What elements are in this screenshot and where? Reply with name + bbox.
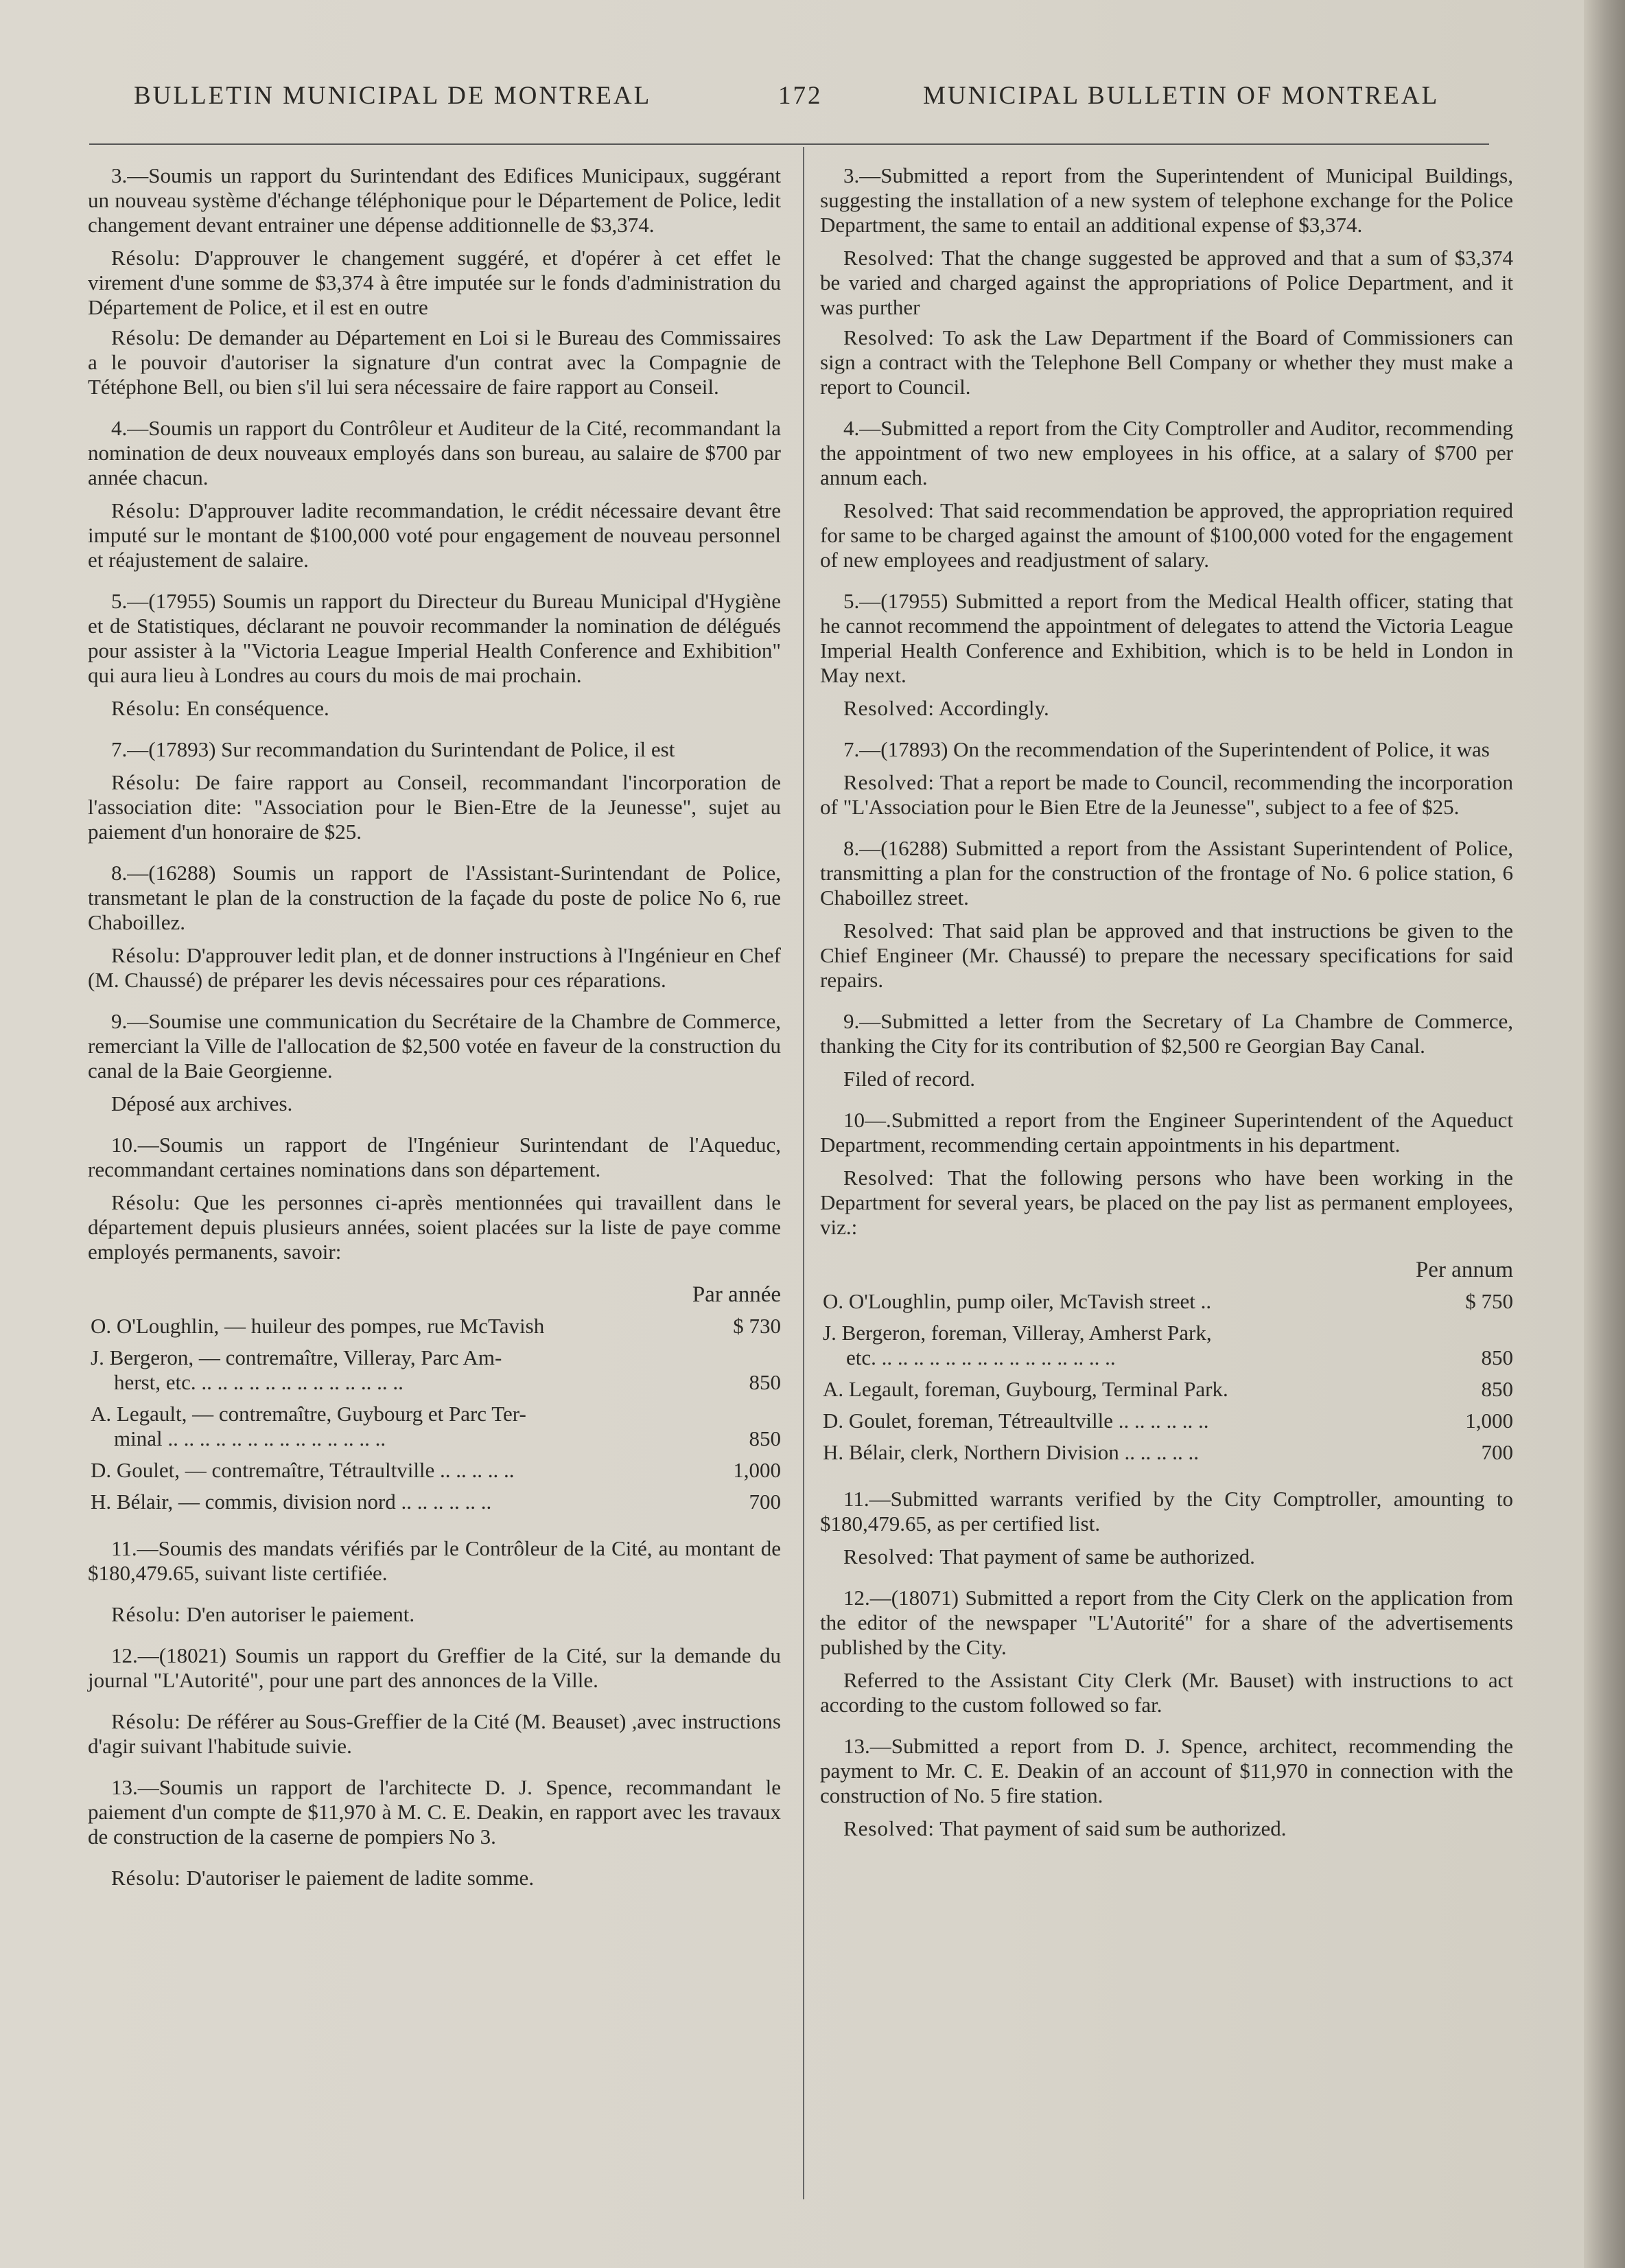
item-12-en: 12.—(18071) Submitted a report from the City Clerk on the application from the editor of the newspaper "L'Autorité" for a share of the advertisements published by the City. [820, 1586, 1513, 1659]
item-11-fr: 11.—Soumis des mandats vérifiés par le Contrôleur de la Cité, au montant de $180,479.65, suivant liste certifiée. [88, 1536, 781, 1585]
item-9-fr: 9.—Soumise une communication du Secrétaire de la Chambre de Commerce, remerciant la Ville de l'allocation de $2,500 votée en faveur de la construction du canal de la Baie Georgienne. [88, 1009, 781, 1083]
item-7-en: 7.—(17893) On the recommendation of the Superintendent of Police, it was [843, 737, 1490, 761]
item-3-resolution-2-fr: Résolu: De demander au Département en Loi si le Bureau des Commissaires a le pouvoir d'autoriser la signature d'un contrat avec la Compagnie de Tétéphone Bell, ou bien s'il lui sera nécessaire de faire rapport au Conseil. [88, 325, 782, 399]
table-row: H. Bélair, — commis, division nord .. .. .. .. .. .. 700 [91, 1490, 781, 1514]
item-7-resolution-fr: Résolu: De faire rapport au Conseil, recommandant l'incorporation de l'association dite: "Association pour le Bien-Etre de la Jeunesse", sujet au paiement d'un honoraire de $25. [88, 770, 782, 844]
item-13-fr: 13.—Soumis un rapport de l'architecte D. J. Spence, recommandant le paiement d'un compte de $11,970 à M. C. E. Deakin, en rapport avec les travaux de construction de la caserne de pompiers No 3. [88, 1775, 781, 1849]
item-9-resolution-fr: Déposé aux archives. [111, 1091, 293, 1115]
item-8-en: 8.—(16288) Submitted a report from the Assistant Superintendent of Police, transmitting a plan for the construction of the frontage of No. 6 police station, 6 Chaboillez street. [820, 836, 1513, 910]
french-column [88, 163, 781, 1896]
item-3-en: 3.—Submitted a report from the Superintendent of Municipal Buildings, suggesting the installation of a new system of telephone exchange for the Police Department, the same to entail an additional expense of $3,374. [820, 163, 1513, 237]
item-9-resolution-en: Filed of record. [843, 1067, 975, 1091]
table-row: A. Legault, foreman, Guybourg, Terminal Park. 850 [823, 1377, 1513, 1401]
item-10-fr: 10.—Soumis un rapport de l'Ingénieur Surintendant de l'Aqueduc, recommandant certaines nominations dans son département. [88, 1133, 781, 1181]
item-11-resolution-fr: Résolu: D'en autoriser le paiement. [111, 1602, 415, 1626]
item-13-en: 13.—Submitted a report from D. J. Spence, architect, recommending the payment to Mr. C. E. Deakin of an account of $11,970 in connection with the construction of No. 5 fire station. [820, 1734, 1513, 1807]
header-english-title: MUNICIPAL BULLETIN OF MONTREAL [923, 82, 1440, 110]
item-5-fr: 5.—(17955) Soumis un rapport du Directeur du Bureau Municipal d'Hygiène et de Statistiques, déclarant ne pouvoir recommander la nomination de délégués pour assister à la "Victoria League Imperial Health Conference and Exhibition" qui aura lieu à Londres au cours du mois de mai prochain. [88, 589, 781, 687]
item-3-fr: 3.—Soumis un rapport du Surintendant des Edifices Municipaux, suggérant un nouveau système d'échange téléphonique pour le Département de Police, ledit changement devant entrainer une dépense additionnelle de $3,374. [88, 163, 781, 237]
salary-table-header-en: Per annum [1415, 1258, 1513, 1282]
page-spine-shadow [1584, 0, 1625, 2268]
item-4-resolution-en: Resolved: That said recommendation be approved, the appropriation required for same to be charged against the amount of $100,000 voted for the engagement of new employees and readjustment of salary. [820, 498, 1513, 572]
item-10-resolution-fr: Résolu: Que les personnes ci-après mentionnées qui travaillent dans le département depuis plusieurs années, soient placées sur la liste de paye comme employés permanents, savoir: [88, 1190, 781, 1264]
english-column [820, 163, 1513, 1847]
salary-table-header-fr: Par année [692, 1282, 781, 1307]
item-3-resolution-2-en: Resolved: To ask the Law Department if the Board of Commissioners can sign a contract with the Telephone Bell Company or whether they must make a report to Council. [820, 325, 1513, 399]
item-3-resolution-1-fr: Résolu: D'approuver le changement suggéré, et d'opérer à cet effet le virement d'une somme de $3,374 à être imputée sur le fonds d'administration du Département de Police, et il est en outre [88, 246, 782, 319]
table-row: H. Bélair, clerk, Northern Division .. .. .. .. .. 700 [823, 1440, 1513, 1464]
header-french-title: BULLETIN MUNICIPAL DE MONTREAL [134, 82, 652, 110]
salary-table-fr [88, 1312, 781, 1520]
item-12-fr: 12.—(18021) Soumis un rapport du Greffier de la Cité, sur la demande du journal "L'Autorité", pour une part des annonces de la Ville. [88, 1643, 781, 1692]
item-10-en: 10—.Submitted a report from the Engineer Superintendent of the Aqueduct Department, recommending certain appointments in his department. [820, 1108, 1513, 1157]
page-number: 172 [778, 82, 823, 110]
item-13-resolution-en: Resolved: That payment of said sum be authorized. [843, 1816, 1287, 1840]
item-4-en: 4.—Submitted a report from the City Comptroller and Auditor, recommending the appointment of two new employees in his office, at a salary of $700 per annum each. [820, 416, 1513, 489]
table-row: J. Bergeron, — contremaître, Villeray, Parc Am- herst, etc. .. .. .. .. .. .. .. .. .. .. .. .. .. 850 [91, 1345, 781, 1394]
table-row: O. O'Loughlin, — huileur des pompes, rue McTavish $ 730 [91, 1314, 781, 1338]
item-8-resolution-en: Resolved: That said plan be approved and that instructions be given to the Chief Engineer (Mr. Chaussé) to prepare the necessary specifications for said repairs. [820, 918, 1513, 992]
item-11-en: 11.—Submitted warrants verified by the City Comptroller, amounting to $180,479.65, as per certified list. [820, 1487, 1513, 1536]
item-7-fr: 7.—(17893) Sur recommandation du Surintendant de Police, il est [111, 737, 675, 761]
running-header [0, 81, 1599, 122]
item-5-resolution-fr: Résolu: En conséquence. [111, 696, 329, 720]
item-9-en: 9.—Submitted a letter from the Secretary of La Chambre de Commerce, thanking the City for its contribution of $2,500 re Georgian Bay Canal. [820, 1009, 1513, 1058]
item-5-en: 5.—(17955) Submitted a report from the Medical Health officer, stating that he cannot recommend the appointment of delegates to attend the Victoria League Imperial Health Conference and Exhibition, which is to be held in London in May next. [820, 589, 1513, 687]
item-12-resolution-fr: Résolu: De référer au Sous-Greffier de la Cité (M. Beauset) ,avec instructions d'agir suivant l'habitude suivie. [88, 1709, 781, 1758]
table-row: D. Goulet, foreman, Tétreaultville .. .. .. .. .. .. 1,000 [823, 1409, 1513, 1433]
item-13-resolution-fr: Résolu: D'autoriser le paiement de ladite somme. [111, 1866, 535, 1890]
item-11-resolution-en: Resolved: That payment of same be authorized. [843, 1544, 1255, 1569]
item-12-resolution-en: Referred to the Assistant City Clerk (Mr. Bauset) with instructions to act according to the custom followed so far. [820, 1668, 1513, 1717]
item-8-resolution-fr: Résolu: D'approuver ledit plan, et de donner instructions à l'Ingénieur en Chef (M. Chaussé) de préparer les devis nécessaires pour ces réparations. [88, 943, 781, 992]
table-row: J. Bergeron, foreman, Villeray, Amherst Park, etc. .. .. .. .. .. .. .. .. .. .. .. .. .. .. .. 850 [823, 1321, 1513, 1369]
item-3-resolution-1-en: Resolved: That the change suggested be approved and that a sum of $3,374 be varied and charged against the appropriations of Police Department, and it was purther [820, 246, 1513, 319]
header-rule [89, 143, 1489, 145]
item-4-resolution-fr: Résolu: D'approuver ladite recommandation, le crédit nécessaire devant être imputé sur le montant de $100,000 voté pour engagement de nouveau personnel et réajustement de salaire. [88, 498, 781, 572]
salary-table-en [820, 1288, 1513, 1470]
item-8-fr: 8.—(16288) Soumis un rapport de l'Assistant-Surintendant de Police, transmetant le plan de la construction de la façade du poste de police No 6, rue Chaboillez. [88, 861, 781, 934]
item-7-resolution-en: Resolved: That a report be made to Council, recommending the incorporation of "L'Association pour le Bien Etre de la Jeunesse", subject to a fee of $25. [820, 770, 1513, 819]
item-4-fr: 4.—Soumis un rapport du Contrôleur et Auditeur de la Cité, recommandant la nomination de deux nouveaux employés dans son bureau, au salaire de $700 par année chacun. [88, 416, 781, 489]
table-row: D. Goulet, — contremaître, Tétraultville .. .. .. .. .. 1,000 [91, 1458, 781, 1482]
item-5-resolution-en: Resolved: Accordingly. [843, 696, 1049, 720]
column-divider [803, 147, 804, 2199]
item-10-resolution-en: Resolved: That the following persons who have been working in the Department for several years, be placed on the pay list as permanent employees, viz.: [820, 1166, 1513, 1239]
table-row: O. O'Loughlin, pump oiler, McTavish street .. $ 750 [823, 1289, 1513, 1313]
table-row: A. Legault, — contremaître, Guybourg et Parc Ter- minal .. .. .. .. .. .. .. .. .. .. .. .. .. .. 850 [91, 1402, 781, 1450]
